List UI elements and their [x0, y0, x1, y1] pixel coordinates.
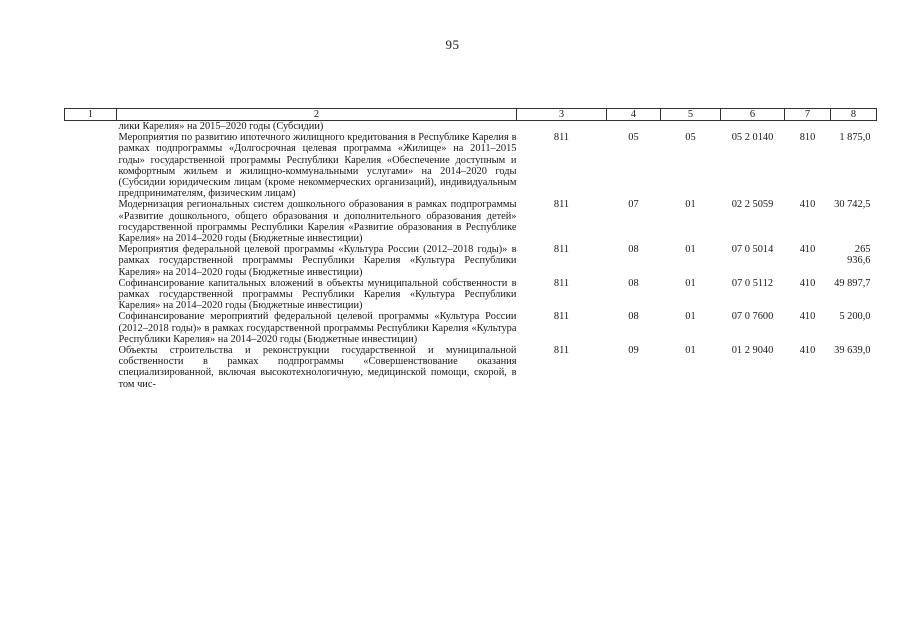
cell-target-article: 07 0 5014 — [731, 244, 774, 256]
column-header-6: 6 — [721, 109, 785, 121]
cell-target-article: 07 0 5112 — [731, 277, 774, 289]
column-header-7: 7 — [785, 109, 831, 121]
cell-target-article: 05 2 0140 — [731, 132, 774, 144]
table-row — [65, 244, 877, 278]
cell-amount: 265 936,6 — [847, 244, 871, 267]
table-row — [65, 121, 877, 133]
page-number: 95 — [445, 37, 460, 52]
cell-subsection: 01 — [685, 345, 696, 357]
cell-subsection: 01 — [685, 199, 696, 211]
cell-expense-type — [785, 121, 831, 133]
cell-ministry: 811 — [553, 244, 570, 256]
table-row — [65, 132, 877, 199]
cell-section — [607, 121, 661, 133]
cell-subsection: 01 — [685, 244, 696, 256]
cell-expense-type: 410 — [799, 244, 816, 256]
cell-subsection — [661, 121, 721, 133]
column-header-5: 5 — [661, 109, 721, 121]
table-row — [65, 278, 877, 312]
cell-section: 09 — [628, 345, 639, 357]
cell-expense-type: 410 — [799, 199, 816, 211]
cell-amount: 30 742,5 — [834, 199, 871, 211]
cell-target-article — [721, 121, 785, 133]
cell-amount: 49 897,7 — [834, 277, 871, 289]
cell-expense-type: 810 — [799, 132, 816, 144]
table-header-row — [65, 109, 877, 121]
row-description: Софинансирование капитальных вложений в объекты муниципальной собственности в рамках государственной программы Республики Карелия «Культура Республики Карелия» на 2014–2020 годы (Бюджетные инвестиции) — [118, 277, 517, 312]
cell-amount: 5 200,0 — [839, 311, 871, 323]
cell-section: 08 — [628, 277, 639, 289]
cell-subsection: 05 — [685, 132, 696, 144]
table-row — [65, 199, 877, 244]
cell-ministry — [517, 121, 607, 133]
cell-ministry: 811 — [553, 132, 570, 144]
cell-amount: 1 875,0 — [839, 132, 871, 144]
cell-expense-type: 410 — [799, 345, 816, 357]
column-header-2: 2 — [117, 109, 517, 121]
table-row — [65, 311, 877, 345]
budget-table — [64, 108, 877, 390]
cell-section: 07 — [628, 199, 639, 211]
cell-amount: 39 639,0 — [834, 345, 871, 357]
cell-subsection: 01 — [685, 311, 696, 323]
row-description: Мероприятия по развитию ипотечного жилищного кредитования в Республике Карелия в рамках подпрограммы «Долгосрочная целевая программа «Жилище» на 2011–2015 годы» государственной программы Республики Карелия «Обеспечение доступным и комфортным жильем и жилищно-коммунальными услугами» на 2014–2020 годы (Субсидии юридическим лицам (кроме некоммерческих организаций), индивидуальным предпринимателям, физическим лицам) — [118, 132, 517, 200]
cell-section: 08 — [628, 244, 639, 256]
cell-ministry: 811 — [553, 311, 570, 323]
cell-amount — [831, 121, 877, 133]
cell-target-article: 02 2 5059 — [731, 199, 774, 211]
cell-expense-type: 410 — [799, 277, 816, 289]
cell-subsection: 01 — [685, 277, 696, 289]
cell-target-article: 01 2 9040 — [731, 345, 774, 357]
cell-ministry: 811 — [553, 345, 570, 357]
column-header-1: 1 — [65, 109, 117, 121]
cell-target-article: 07 0 7600 — [731, 311, 774, 323]
cell-section: 05 — [628, 132, 639, 144]
cell-expense-type: 410 — [799, 311, 816, 323]
cell-ministry: 811 — [553, 199, 570, 211]
row-description: Объекты строительства и реконструкции государственной и муниципальной собственности в рамках подпрограммы «Совершенствование оказания специализированной, включая высокотехнологичную, медицинской помощи, скорой, в том чис- — [118, 345, 517, 390]
column-header-8: 8 — [831, 109, 877, 121]
column-header-4: 4 — [607, 109, 661, 121]
cell-section: 08 — [628, 311, 639, 323]
cell-ministry: 811 — [553, 277, 570, 289]
row-description: лики Карелия» на 2015–2020 годы (Субсидии) — [118, 121, 324, 132]
row-description: Модернизация региональных систем дошкольного образования в рамках подпрограммы «Развитие дошкольного, общего образования и дополнительного образования детей» государственной программы Республики Карелия «Развитие образования в Республике Карелия» на 2014–2020 годы (Бюджетные инвестиции) — [118, 199, 517, 245]
table-row — [65, 345, 877, 390]
column-header-3: 3 — [517, 109, 607, 121]
row-description: Софинансирование мероприятий федеральной целевой программы «Культура России (2012–2018 годы)» в рамках государственной программы Республики Карелия «Культура Республики Карелия» на 2014–2020 годы (Бюджетные инвестиции) — [118, 311, 517, 345]
row-description: Мероприятия федеральной целевой программы «Культура России (2012–2018 годы)» в рамках государственной программы Республики Карелия «Культура Республики Карелия» на 2014–2020 годы (Бюджетные инвестиции) — [118, 244, 517, 278]
